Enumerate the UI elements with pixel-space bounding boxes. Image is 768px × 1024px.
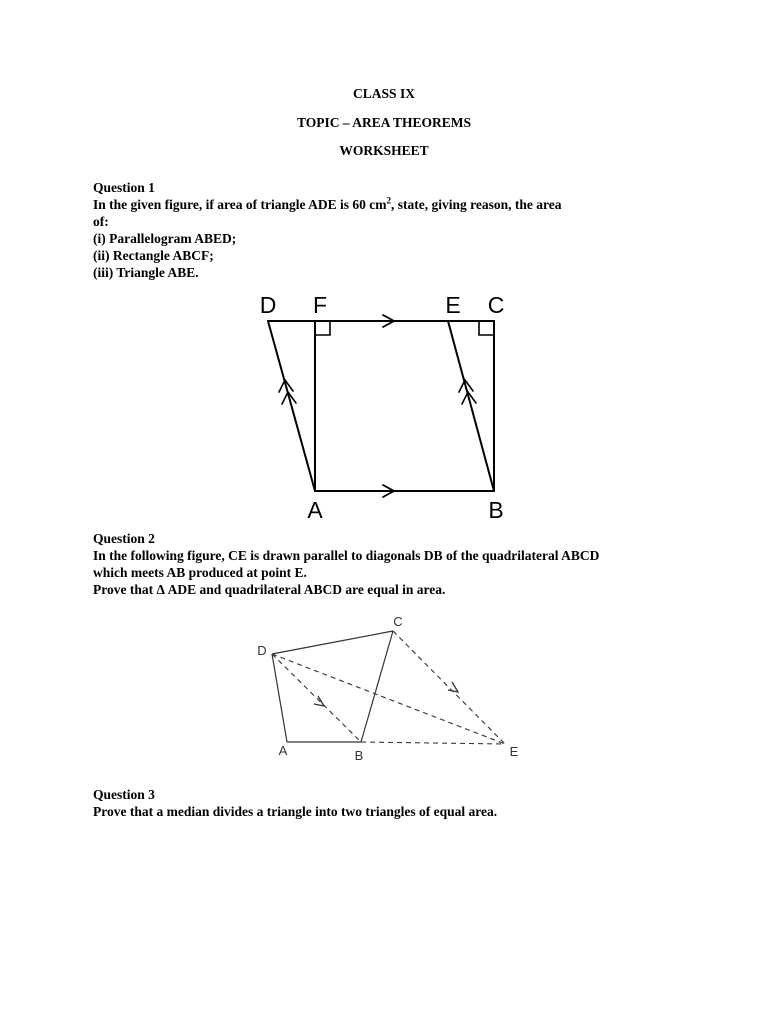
line-dc-q2 bbox=[272, 631, 393, 654]
label-f: F bbox=[312, 292, 328, 318]
question-1-line-1-post: , state, giving reason, the area bbox=[390, 197, 562, 212]
label-a: A bbox=[307, 497, 323, 523]
label-c: C bbox=[487, 292, 505, 318]
arrow-on-ce bbox=[448, 682, 458, 692]
label-d: D bbox=[259, 292, 277, 318]
question-2-line-1: In the following figure, CE is drawn parallel to diagonals DB of the quadrilateral ABCD bbox=[93, 548, 600, 563]
question-1-item-2: (ii) Rectangle ABCF; bbox=[93, 248, 214, 263]
question-1-item-3: (iii) Triangle ABE. bbox=[93, 265, 199, 280]
line-be-dashed bbox=[361, 742, 505, 744]
line-cb-q2 bbox=[361, 631, 393, 742]
line-ce-dashed bbox=[393, 631, 505, 744]
question-3-line-1: Prove that a median divides a triangle into two triangles of equal area. bbox=[93, 804, 498, 819]
label-d-q2: D bbox=[257, 643, 267, 658]
label-a-q2: A bbox=[278, 743, 288, 758]
worksheet-heading: WORKSHEET bbox=[339, 143, 429, 158]
question-1-superscript: 2 bbox=[386, 195, 391, 206]
label-b-q2: B bbox=[354, 748, 364, 763]
question-1-line-1-pre: In the given figure, if area of triangle ADE is 60 cm bbox=[93, 197, 387, 212]
question-3-title: Question 3 bbox=[93, 787, 155, 802]
label-c-q2: C bbox=[393, 614, 403, 629]
topic-heading: TOPIC – AREA THEOREMS bbox=[297, 115, 471, 130]
class-heading: CLASS IX bbox=[353, 86, 415, 101]
line-de-dashed bbox=[272, 654, 505, 744]
question-3-block bbox=[93, 786, 693, 820]
question-1-title: Question 1 bbox=[93, 180, 155, 195]
question-2-title: Question 2 bbox=[93, 531, 155, 546]
label-b: B bbox=[488, 497, 504, 523]
label-e: E bbox=[445, 292, 461, 318]
question-1-line-2: of: bbox=[93, 214, 109, 229]
question-2-line-3: Prove that Δ ADE and quadrilateral ABCD are equal in area. bbox=[93, 582, 446, 597]
question-2-line-2: which meets AB produced at point E. bbox=[93, 565, 307, 580]
question-1-item-1: (i) Parallelogram ABED; bbox=[93, 231, 237, 246]
label-e-q2: E bbox=[509, 744, 519, 759]
